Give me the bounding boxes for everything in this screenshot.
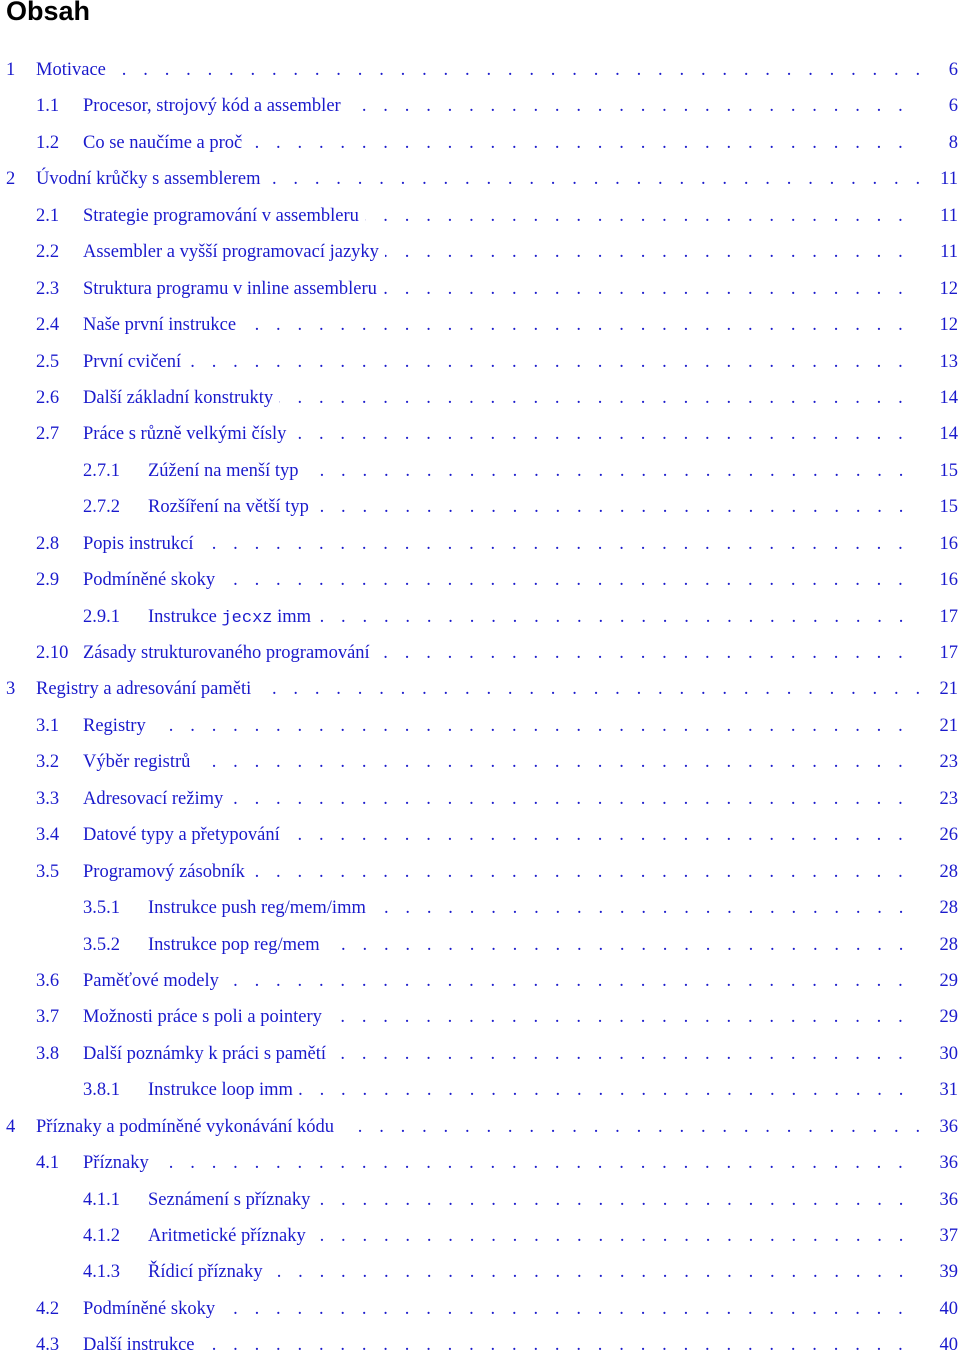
toc-entry[interactable] [0,599,960,635]
toc-entry[interactable] [0,781,960,817]
toc-entry-number[interactable]: 3.8 [36,1043,60,1064]
toc-entry[interactable] [0,88,960,124]
toc-entry-number[interactable]: 3.1 [36,715,60,736]
toc-entry[interactable] [0,854,960,890]
toc-entry-title-leader[interactable] [83,562,920,598]
toc-entry-page[interactable]: 36 [939,1116,958,1137]
toc-entry[interactable] [0,271,960,307]
toc-entry-number[interactable]: 3.3 [36,788,60,809]
table-of-contents [0,52,960,1364]
toc-entry[interactable] [0,52,960,88]
toc-entry[interactable] [0,1182,960,1218]
toc-entry-title-suffix: imm [272,606,312,627]
toc-entry-number[interactable]: 2.5 [36,351,60,372]
toc-entry-title[interactable]: Aritmetické příznaky [148,1226,312,1246]
toc-entry-title[interactable]: Popis instrukcí [83,534,200,554]
toc-entry-title[interactable]: Struktura programu v inline assembleru [83,279,383,299]
toc-entry-title[interactable]: Co se naučíme a proč [83,133,248,153]
toc-entry-number[interactable]: 2.8 [36,533,60,554]
toc-entry[interactable] [0,1145,960,1181]
toc-entry-title-leader[interactable] [83,526,920,562]
toc-entry-page[interactable]: 6 [948,96,958,117]
toc-entry-title[interactable]: Paměťové modely [83,971,225,991]
toc-entry-title[interactable]: Rozšíření na větší typ [148,497,315,517]
toc-entry[interactable] [0,817,960,853]
toc-entry[interactable] [0,489,960,525]
toc-entry-title-leader[interactable] [36,161,920,197]
toc-entry-page[interactable]: 21 [939,715,958,736]
toc-entry-title[interactable]: Možnosti práce s poli a pointery [83,1007,328,1027]
toc-entry[interactable] [0,562,960,598]
toc-entry-page[interactable]: 29 [939,970,958,991]
toc-entry-number[interactable]: 3.5.2 [83,934,120,955]
toc-entry[interactable] [0,744,960,780]
toc-entry[interactable] [0,125,960,161]
toc-entry[interactable] [0,963,960,999]
toc-entry-title-leader[interactable] [148,599,920,637]
toc-entry-number[interactable]: 2.4 [36,315,60,336]
toc-entry-page[interactable]: 6 [948,60,958,80]
toc-entry-number[interactable]: 2.7.1 [83,460,120,481]
toc-entry-number[interactable]: 4 [6,1116,16,1137]
toc-entry-title-leader[interactable] [36,52,920,88]
toc-entry[interactable] [0,999,960,1035]
toc-entry[interactable] [0,198,960,234]
toc-entry-number[interactable]: 3.2 [36,752,60,773]
toc-entry[interactable] [0,344,960,380]
toc-entry[interactable] [0,708,960,744]
toc-entry-title-leader[interactable] [83,198,920,234]
toc-entry-number[interactable]: 2 [6,169,16,190]
toc-entry-title[interactable]: Assembler a vyšší programovací jazyky [83,242,385,262]
toc-entry-title[interactable]: Další instrukce [83,1335,201,1355]
toc-entry-page[interactable]: 31 [939,1080,958,1101]
toc-entry-title[interactable]: První cvičení [83,352,187,372]
toc-entry-title[interactable]: Naše první instrukce [83,315,242,335]
toc-entry-title-leader[interactable] [83,817,920,853]
toc-entry-title[interactable]: Výběr registrů [83,752,196,772]
toc-entry[interactable] [0,161,960,197]
toc-entry-page[interactable]: 11 [940,205,958,226]
toc-entry-title[interactable]: Podmíněné skoky [83,570,221,590]
toc-entry-page[interactable]: 11 [940,169,958,190]
toc-entry-title-leader[interactable] [83,1291,920,1327]
toc-entry-title-leader[interactable] [148,890,920,926]
toc-entry-title-leader[interactable] [36,671,920,707]
toc-entry[interactable] [0,453,960,489]
toc-entry-number[interactable]: 3.6 [36,970,60,991]
toc-entry-title-leader[interactable] [148,1218,920,1254]
toc-entry-number[interactable]: 3.4 [36,825,60,846]
toc-entry-title[interactable]: Adresovací režimy [83,789,229,809]
toc-entry-number[interactable]: 2.3 [36,278,60,299]
toc-entry-page[interactable]: 23 [939,752,958,773]
toc-entry-title-leader[interactable] [36,1109,920,1145]
toc-entry-title-leader[interactable] [83,999,920,1035]
toc-entry-page[interactable]: 29 [939,1007,958,1028]
toc-entry-number[interactable]: 4.1.1 [83,1189,120,1210]
toc-entry[interactable] [0,1291,960,1327]
toc-entry-title-code: jecxz [221,608,273,628]
toc-entry[interactable] [0,927,960,963]
toc-entry-number[interactable]: 2.6 [36,387,60,408]
toc-entry-number[interactable]: 2.7 [36,424,60,445]
toc-entry-title[interactable]: Programový zásobník [83,862,251,882]
toc-entry[interactable] [0,1254,960,1290]
toc-entry-title-leader[interactable] [148,489,920,525]
toc-entry-title-leader[interactable] [148,1254,920,1290]
toc-entry-title-leader[interactable] [83,416,920,452]
toc-entry-number[interactable]: 2.9 [36,570,60,591]
toc-entry-number[interactable]: 3.7 [36,1007,60,1028]
toc-entry-title[interactable]: Zúžení na menší typ [148,461,305,481]
toc-entry-title[interactable]: Registry [83,716,152,736]
toc-entry-title[interactable]: Motivace [36,60,112,80]
toc-entry-page[interactable]: 14 [939,424,958,445]
toc-entry-title-leader[interactable] [83,781,920,817]
toc-entry-page[interactable]: 36 [939,1189,958,1210]
toc-entry-title-leader[interactable] [83,744,920,780]
toc-entry-page[interactable]: 23 [939,788,958,809]
toc-entry-title[interactable]: Další základní konstrukty [83,388,279,408]
toc-entry-title[interactable]: Instrukce push reg/mem/imm [148,898,372,918]
page-title: Obsah [6,0,91,26]
toc-entry-title[interactable]: Seznámení s příznaky [148,1190,316,1210]
toc-entry-title[interactable]: Řídicí příznaky [148,1262,269,1282]
toc-entry-number[interactable]: 3 [6,679,16,700]
toc-entry-page[interactable]: 12 [939,278,958,299]
toc-entry-title[interactable] [148,607,317,627]
toc-entry[interactable] [0,1218,960,1254]
toc-entry-title-leader[interactable] [83,88,920,124]
toc-entry-page[interactable]: 15 [939,460,958,481]
toc-entry-number[interactable]: 4.2 [36,1298,60,1319]
toc-entry-page[interactable]: 17 [939,606,958,627]
toc-entry-page[interactable]: 28 [939,861,958,882]
toc-entry-number[interactable]: 3.5 [36,861,60,882]
toc-entry[interactable] [0,307,960,343]
toc-entry-title-leader[interactable] [83,234,920,270]
toc-entry-title[interactable]: Instrukce pop reg/mem [148,935,326,955]
toc-entry-title[interactable]: Podmíněné skoky [83,1299,221,1319]
toc-entry-title-leader[interactable] [83,344,920,380]
toc-entry-number[interactable]: 1.2 [36,132,60,153]
toc-entry-page[interactable]: 21 [939,679,958,700]
toc-entry-title[interactable]: Úvodní krůčky s assemblerem [36,169,267,189]
toc-entry-title-leader[interactable] [83,1145,920,1181]
toc-entry-number[interactable]: 2.9.1 [83,606,120,627]
toc-entry-page[interactable]: 36 [939,1153,958,1174]
toc-entry-title-leader[interactable] [83,1036,920,1072]
toc-entry-page[interactable]: 14 [939,387,958,408]
toc-entry[interactable] [0,671,960,707]
toc-entry-page[interactable]: 13 [939,351,958,372]
toc-entry[interactable] [0,1072,960,1108]
toc-entry-page[interactable]: 12 [939,315,958,336]
toc-entry-title[interactable]: Procesor, strojový kód a assembler [83,96,347,116]
toc-entry-page[interactable]: 15 [939,497,958,518]
toc-entry[interactable] [0,1036,960,1072]
toc-entry-title-leader[interactable] [148,453,920,489]
toc-entry-page[interactable]: 40 [939,1335,958,1356]
toc-entry-title-leader[interactable] [83,1327,920,1363]
toc-entry-number[interactable]: 2.7.2 [83,497,120,518]
toc-entry-page[interactable]: 16 [939,570,958,591]
toc-entry[interactable] [0,1109,960,1145]
toc-entry-title-leader[interactable] [83,380,920,416]
toc-entry-title-leader[interactable] [83,307,920,343]
toc-entry-title[interactable]: Datové typy a přetypování [83,825,286,845]
toc-entry-title[interactable]: Instrukce loop imm [148,1080,299,1100]
toc-entry-page[interactable]: 39 [939,1262,958,1283]
toc-entry-number[interactable]: 4.3 [36,1335,60,1356]
toc-entry-number[interactable]: 4.1.2 [83,1226,120,1246]
toc-entry-number[interactable]: 3.5.1 [83,898,120,919]
toc-entry-page[interactable]: 8 [948,132,958,153]
toc-entry-title-leader[interactable] [83,125,920,161]
toc-entry-title-prefix: Instrukce [148,606,222,627]
toc-entry-page[interactable]: 16 [939,533,958,554]
toc-entry-title[interactable]: Zásady strukturovaného programování [83,643,376,663]
toc-entry-number[interactable]: 4.1 [36,1153,60,1174]
toc-entry-title-leader[interactable] [83,854,920,890]
toc-entry-page[interactable]: 28 [939,934,958,955]
toc-entry-title[interactable]: Strategie programování v assembleru [83,206,365,226]
toc-entry-page[interactable]: 17 [939,643,958,663]
toc-entry-number[interactable]: 1.1 [36,96,60,117]
toc-entry-title[interactable]: Registry a adresování paměti [36,679,257,699]
toc-entry-page[interactable]: 30 [939,1043,958,1064]
toc-entry[interactable] [0,526,960,562]
toc-entry-title-leader[interactable] [148,1072,920,1108]
toc-entry-number[interactable]: 3.8.1 [83,1080,120,1101]
toc-entry-title[interactable]: Příznaky a podmíněné vykonávání kódu [36,1117,340,1137]
toc-entry-title-leader[interactable] [148,927,920,963]
toc-entry-number[interactable]: 2.10 [36,643,69,663]
toc-entry[interactable] [0,380,960,416]
toc-entry[interactable] [0,1327,960,1363]
toc-entry-number[interactable]: 2.2 [36,242,60,263]
toc-entry[interactable] [0,416,960,452]
toc-entry[interactable] [0,890,960,926]
toc-entry-page[interactable]: 26 [939,825,958,846]
toc-entry-title[interactable]: Další poznámky k práci s pamětí [83,1044,332,1064]
toc-entry-title[interactable]: Práce s různě velkými čísly [83,424,292,444]
toc-entry-page[interactable]: 37 [939,1226,958,1246]
toc-entry-page[interactable]: 40 [939,1298,958,1319]
toc-entry-title[interactable]: Příznaky [83,1153,155,1173]
toc-entry-number[interactable]: 1 [6,60,16,80]
toc-entry[interactable] [0,234,960,270]
toc-entry-number[interactable]: 2.1 [36,205,60,226]
toc-entry-title-leader[interactable] [83,635,920,671]
toc-entry-page[interactable]: 11 [940,242,958,263]
toc-entry-page[interactable]: 28 [939,898,958,919]
toc-entry-title-leader[interactable] [83,708,920,744]
toc-entry-number[interactable]: 4.1.3 [83,1262,120,1283]
toc-entry-title-leader[interactable] [148,1182,920,1218]
toc-entry-title-leader[interactable] [83,963,920,999]
toc-entry[interactable] [0,635,960,671]
toc-entry-title-leader[interactable] [83,271,920,307]
